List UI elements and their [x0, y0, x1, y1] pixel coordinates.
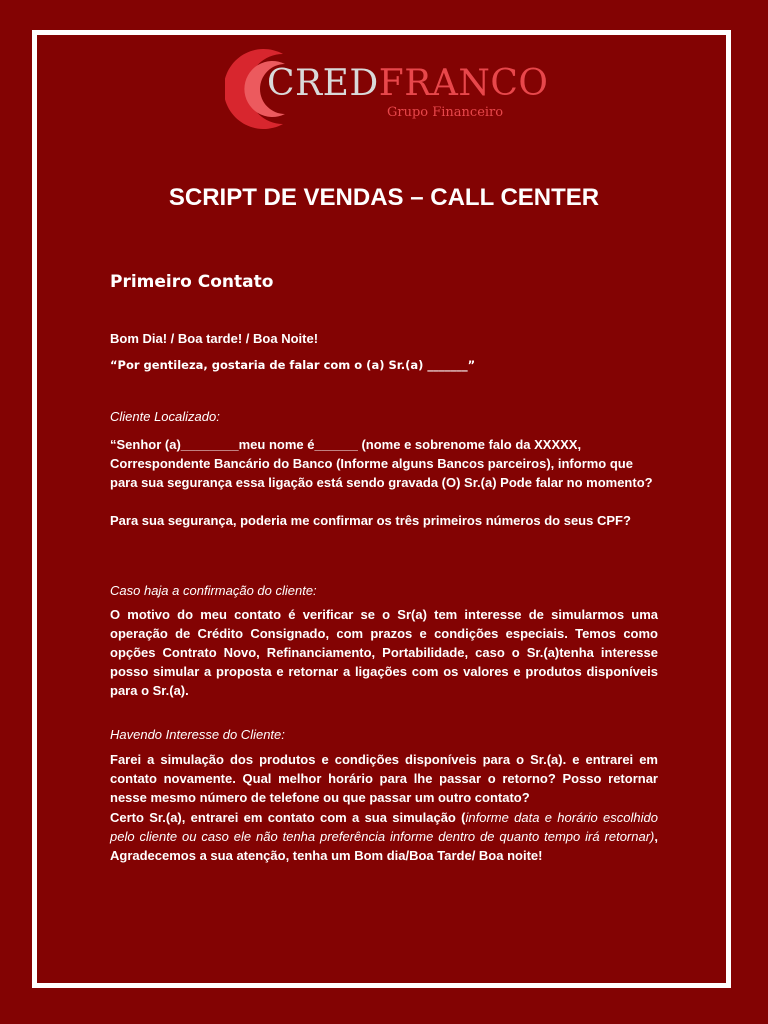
simulation-paragraph: Farei a simulação dos produtos e condições disponíveis para o Sr.(a). e entrarei em contato novamente. Qual melhor horário para lhe passar o retorno? Posso retornar nesse mesmo número de telefone ou que passar um outro contato? [110, 752, 658, 805]
confirm-label: Caso haja a confirmação do cliente: [110, 583, 317, 598]
located-paragraph: “Senhor (a)________meu nome é______ (nome e sobrenome falo da XXXXX, Correspondente Bancário do Banco (Informe alguns Bancos parceiros), informo que para sua segurança essa ligação está sendo gravada (O) Sr.(a) Pode falar no momento? [110, 437, 653, 490]
located-label: Cliente Localizado: [110, 409, 220, 424]
page-title: SCRIPT DE VENDAS – CALL CENTER [168, 184, 600, 211]
greeting-line: Bom Dia! / Boa tarde! / Boa Noite! [110, 331, 319, 346]
credfranco-logo [225, 44, 549, 134]
security-paragraph: Para sua segurança, poderia me confirmar os três primeiros números do seus CPF? [110, 513, 631, 528]
motive-paragraph: O motivo do meu contato é verificar se o Sr(a) tem interesse de simularmos uma operação de Crédito Consignado, com prazos e condições especiais. Temos como opções Contrato Novo, Refinanciamento, Portabilidade, caso o Sr.(a)tenha interesse posso simular a proposta e retornar a ligações com os valores e produtos disponíveis para o Sr.(a). [110, 607, 658, 698]
request-line: “Por gentileza, gostaria de falar com o (a) Sr.(a) _______” [110, 358, 476, 372]
section-title: Primeiro Contato [110, 272, 274, 292]
closing-paragraph: Certo Sr.(a), entrarei em contato com a sua simulação (informe data e horário escolhido pelo cliente ou caso ele não tenha preferência informe dentro de quanto tempo irá retornar), Agradecemos a sua atenção, tenha um Bom dia/Boa Tarde/ Boa noite! [110, 810, 658, 863]
logo-wordmark: CREDFRANCO [267, 63, 549, 104]
interest-label: Havendo Interesse do Cliente: [110, 727, 285, 742]
logo-tagline: Grupo Financeiro [387, 105, 504, 120]
